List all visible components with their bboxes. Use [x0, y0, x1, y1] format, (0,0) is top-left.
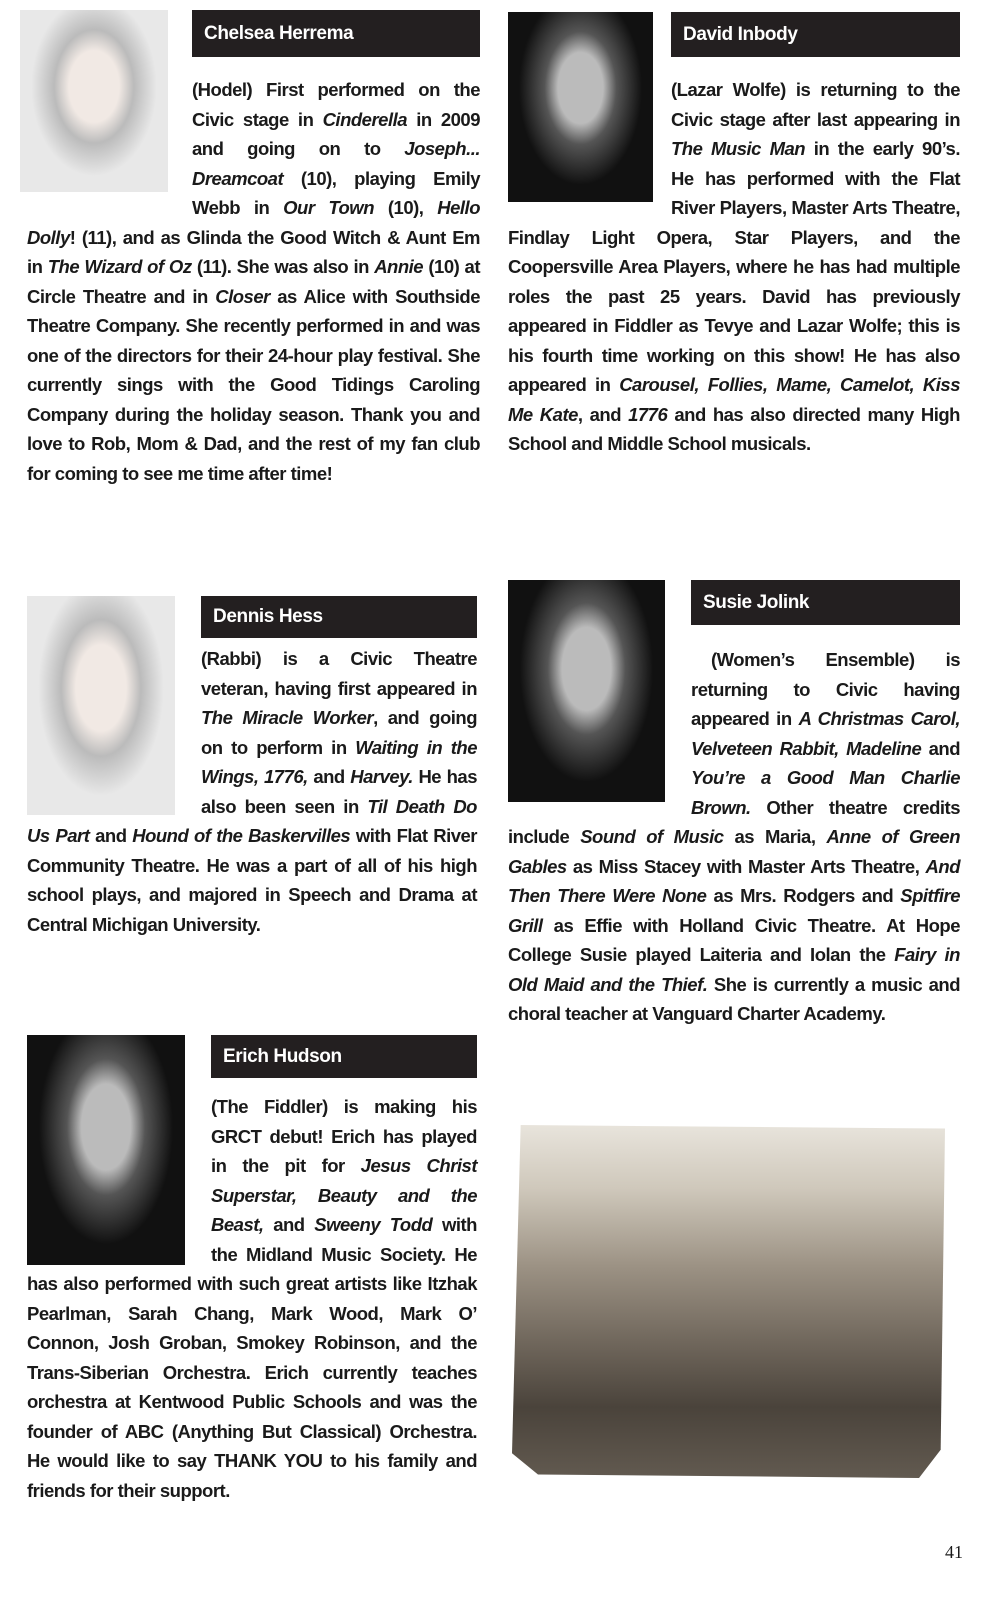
bio-text-segment: ! (11), and as Glinda the Good Witch & Aunt Em in	[27, 226, 480, 277]
title-italic: Annie	[374, 256, 424, 277]
bio-text-segment: (10) at Circle Theatre and in	[27, 256, 481, 307]
headshot-photo	[508, 580, 665, 802]
bio-text-segment: as Alice with Southside Theatre Company. She recently performed in and was one of the directors for their 24-hour play festival. She currently sings with the Good Tidings Caroling Company during the holiday season. Thank you and love to Rob, Mom & Dad, and the rest of my fan club for coming to see me time after time!	[27, 285, 480, 484]
bio-name-header	[201, 596, 477, 638]
bio-text-segment: , and	[577, 403, 629, 425]
title-italic: Waiting in the Wings, 1776,	[201, 736, 477, 787]
bio-text-segment: and	[921, 737, 961, 759]
bio-text-segment: , and going on to perform in	[201, 707, 477, 758]
title-italic: Fairy in Old Maid and the Thief.	[508, 944, 960, 995]
title-italic: Hound of the Baskervilles	[132, 825, 351, 846]
bio-dennis-hess	[27, 596, 477, 939]
bio-name: Chelsea Herrema	[204, 23, 354, 44]
title-italic: Spitfire Grill	[508, 885, 960, 936]
bio-name: Erich Hudson	[223, 1046, 342, 1067]
headshot-photo	[20, 10, 168, 192]
bio-name: David Inbody	[683, 24, 798, 45]
bio-text-segment: (Women’s Ensemble) is returning to Civic having appeared in	[691, 649, 960, 729]
bio-text-segment: as Effie with Holland Civic Theatre. At Hope College Susie played Laiteria and Iolan the	[508, 914, 960, 965]
headshot-photo	[508, 12, 653, 202]
headshot-photo	[27, 1035, 185, 1265]
bio-text-segment: (Hodel) First performed on the Civic stage in	[192, 79, 480, 130]
bio-name-header	[211, 1035, 477, 1078]
bio-erich-hudson	[27, 1035, 477, 1505]
bio-text-segment: and	[89, 825, 133, 846]
bio-text-segment: He has also been seen in	[201, 766, 478, 817]
title-italic: Our Town	[283, 197, 375, 218]
bio-name-header	[671, 12, 960, 57]
bio-text-segment: She is currently a music and choral teacher at Vanguard Charter Academy.	[508, 973, 961, 1024]
title-italic: 1776	[628, 403, 668, 425]
bio-name: Susie Jolink	[703, 592, 810, 613]
bio-text-segment: and has also directed many High School and Middle School musicals.	[508, 403, 960, 454]
bio-text-segment: (10), playing Emily Webb in	[192, 167, 480, 218]
title-italic: The Wizard of Oz	[47, 256, 192, 277]
title-italic: Harvey.	[350, 766, 413, 787]
title-italic: Hello Dolly	[27, 197, 480, 248]
bio-text-segment: (11). She was also in	[191, 256, 375, 277]
title-italic: The Miracle Worker	[201, 707, 374, 728]
title-italic: Sweeny Todd	[314, 1214, 433, 1235]
title-italic: The Music Man	[671, 138, 806, 159]
bio-susie-jolink	[508, 580, 960, 1029]
bio-text-segment: (The Fiddler) is making his GRCT debut! Erich has played in the pit for	[211, 1096, 477, 1176]
bio-text-segment: as Mrs. Rodgers and	[706, 885, 901, 906]
title-italic: Joseph... Dreamcoat	[192, 138, 480, 189]
bio-text-segment: Other theatre credits include	[508, 796, 960, 847]
bio-david-inbody	[508, 12, 960, 459]
bio-text-segment: with the Midland Music Society. He has also performed with such great artists like Itzhak Pearlman, Sarah Chang, Mark Wood, Mark O’ Connon, Josh Groban, Smokey Robinson, and the Trans-Siberian Orchestra. Erich currently teaches orchestra at Kentwood Public Schools and was the founder of ABC (Anything But Classical) Orchestra. He would like to say THANK YOU to his family and friends for their support.	[27, 1214, 477, 1501]
bio-text-segment: and	[307, 766, 351, 787]
bio-text-segment: with Flat River Community Theatre. He was a part of all of his high school plays, and majored in Speech and Drama at Central Michigan University.	[27, 825, 478, 935]
historic-street-market-photo	[512, 1125, 945, 1478]
title-italic: You’re a Good Man Charlie Brown.	[691, 767, 960, 818]
bio-text-segment: in 2009 and going on to	[192, 108, 480, 159]
bio-text-segment: as Miss Stacey with Master Arts Theatre,	[566, 855, 926, 877]
bio-text-segment: and	[263, 1214, 315, 1235]
title-italic: Jesus Christ Superstar, Beauty and the Beast,	[211, 1155, 478, 1235]
bio-name: Dennis Hess	[213, 606, 323, 627]
title-italic: Til Death Do Us Part	[27, 795, 477, 846]
bio-name-header	[691, 580, 960, 625]
title-italic: Carousel, Follies, Mame, Camelot, Kiss Me Kate	[508, 374, 960, 425]
title-italic: Closer	[215, 285, 270, 307]
bio-text-segment: in the early 90’s. He has performed with the Flat River Players, Master Arts Theatre, Findlay Light Opera, Star Players, and the Coopersville Area Players, where he has had multiple roles the past 25 years. David has previously appeared in Fiddler as Tevye and Lazar Wolfe; this is his fourth time working on this show! He has also appeared in	[508, 138, 960, 395]
bio-text-segment: (Lazar Wolfe) is returning to the Civic stage after last appearing in	[671, 79, 960, 130]
title-italic: Cinderella	[322, 108, 408, 130]
bio-text-segment: as Maria,	[723, 826, 827, 847]
title-italic: Sound of Music	[580, 826, 724, 847]
bio-name-header	[192, 10, 480, 57]
title-italic: Anne of Green Gables	[508, 826, 961, 877]
bio-text-segment: (Rabbi) is a Civic Theatre veteran, having first appeared in	[201, 648, 477, 699]
title-italic: And Then There Were None	[508, 855, 960, 906]
page-number: 41	[945, 1542, 963, 1562]
bio-text-segment: (10),	[374, 197, 438, 218]
bio-chelsea-herrema	[20, 10, 480, 488]
headshot-photo	[27, 596, 175, 815]
title-italic: A Christmas Carol, Velveteen Rabbit, Madeline	[691, 708, 960, 759]
